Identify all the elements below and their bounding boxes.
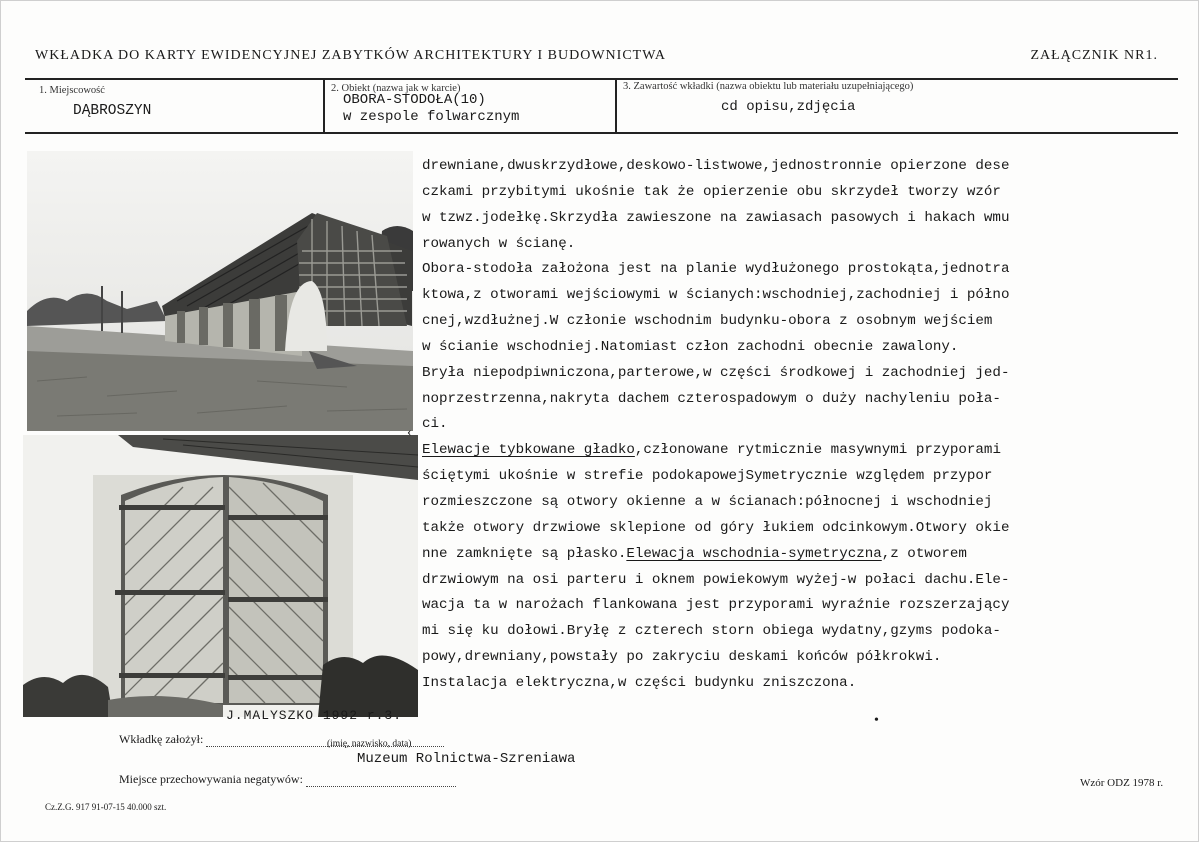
text-line: mi się ku dołowi.Bryłę z czterech storn obiega wydatny,gzyms podoka- [422,623,1001,640]
field-content-value: cd opisu,zdjęcia [721,99,856,115]
text-line: także otwory drzwiowe sklepione od góry łukiem odcinkowym.Otwory okie [422,519,1010,536]
ink-dot: • [874,713,879,728]
field-object-label: 2. Obiekt (nazwa jak w karcie) [331,83,461,94]
field-object-value-1: OBORA-STODOŁA(10) [343,92,486,108]
column-divider-2 [615,79,617,133]
storage-value: Muzeum Rolnictwa-Szreniawa [357,751,576,767]
text-line: ktowa,z otworami wejściowymi w ścianych:wschodniej,zachodniej i półno [422,287,1010,304]
table-top-rule [25,78,1178,80]
field-location-value: DĄBROSZYN [73,103,152,119]
text-line: czkami przybitymi ukośnie tak że opierzenie obu skrzydeł tworzy wzór [422,183,1001,200]
text-line: drzwiowym na osi parteru i oknem powiekowym wyżej-w połaci dachu.Ele- [422,571,1010,588]
field-object-value-2: w zespole folwarcznym [343,109,520,125]
text-line: rozmieszczone są otwory okienne a w ścianach:północnej i wschodniej [422,493,993,510]
text-line: noprzestrzenna,nakryta dachem czterospadowym o duży nachyleniu poła- [422,390,1001,407]
text-line: ściętymi ukośnie w strefie podokapowejSymetrycznie względem przypor [422,468,993,485]
text-line: ci. [422,416,448,433]
storage-field [306,786,456,787]
field-content-label: 3. Zawartość wkładki (nazwa obiektu lub materiału uzupełniającego) [623,81,914,92]
text-line: wacja ta w narożach flankowana jest przyporami wyraźnie rozszerzający [422,597,1010,614]
text-line: cnej,wzdłużnej.W członie wschodnim budynku-obora z osobnym wejściem [422,313,993,330]
text-line: powy,drewniany,powstały po zakryciu deskami końców półkrokwi. [422,649,942,666]
text-line: Instalacja elektryczna,w części budynku zniszczona. [422,674,857,691]
attachment-number: ZAŁĄCZNIK NR1. [1030,48,1158,63]
table-bottom-rule [25,132,1178,134]
text-line: nne zamknięte są płasko.Elewacja wschodnia-symetryczna,z otworem [422,545,967,562]
print-code: Cz.Z.G. 917 91-07-15 40.000 szt. [45,802,167,812]
prepared-by-hint: (imię, nazwisko, data) [327,739,412,749]
barn-photo-image [27,151,413,431]
description-text [422,154,1182,697]
text-line: rowanych w ścianę. [422,235,576,252]
text-line: Elewacje tybkowane gładko,członowane rytmicznie masywnymi przyporami [422,442,1001,459]
bracket-mark: ‹ [407,425,412,440]
door-photo [23,435,418,717]
text-line: drewniane,dwuskrzydłowe,deskowo-listwowe,jednostronnie opierzone dese [422,158,1010,174]
storage-row [119,772,456,787]
column-divider-1 [323,79,325,133]
field-location-label: 1. Miejscowość [39,85,105,96]
template-code: Wzór ODZ 1978 r. [1080,777,1164,789]
text-line: w tzwz.jodełkę.Skrzydła zawieszone na zawiasach pasowych i hakach wmu [422,209,1010,226]
form-title: WKŁADKA DO KARTY EWIDENCYJNEJ ZABYTKÓW ARCHITEKTURY I BUDOWNICTWA [35,48,666,63]
text-line: w ścianie wschodniej.Natomiast człon zachodni obecnie zawalony. [422,338,959,355]
text-line: Obora-stodoła założona jest na planie wydłużonego prostokąta,jednotra [422,261,1010,278]
prepared-by-label: Wkładkę założył: [119,732,204,746]
photo-credit: J.MALYSZKO 1992 r.3. [226,708,403,723]
storage-label: Miejsce przechowywania negatywów: [119,772,303,786]
door-photo-image [23,435,418,717]
barn-photo [27,151,413,431]
text-line: Bryła niepodpiwniczona,parterowe,w części środkowej i zachodniej jed- [422,364,1010,381]
